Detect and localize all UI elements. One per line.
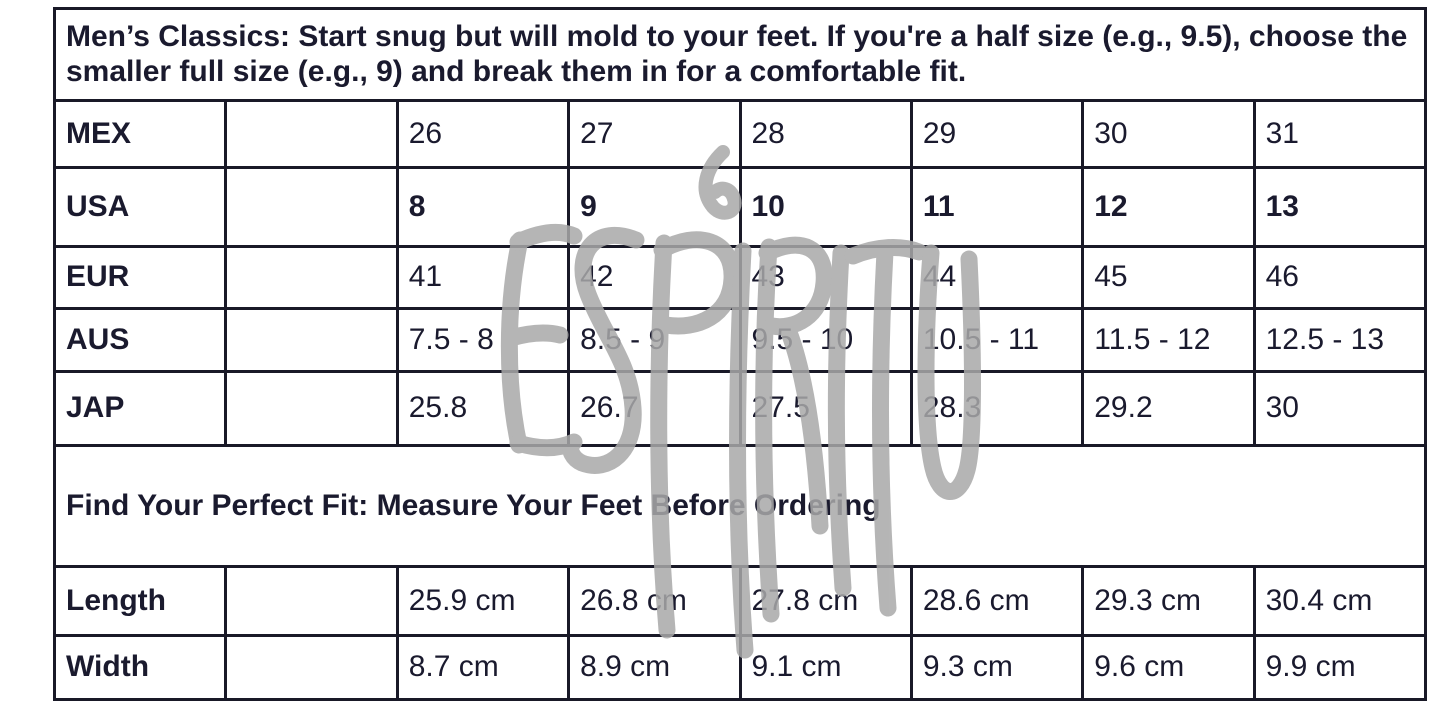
fit-section-title: Find Your Perfect Fit: Measure Your Feet Before Ordering <box>55 446 1426 567</box>
size-cell: 10 <box>740 168 911 247</box>
size-cell: 42 <box>569 247 740 309</box>
empty-cell <box>226 247 397 309</box>
size-cell: 27 <box>569 101 740 168</box>
size-cell: 11.5 - 12 <box>1083 309 1254 372</box>
header-note-line2: smaller full size (e.g., 9) and break them in for a comfortable fit. <box>66 54 967 88</box>
size-cell: 7.5 - 8 <box>397 309 568 372</box>
size-cell: 8.5 - 9 <box>569 309 740 372</box>
size-row-mex <box>55 101 1426 168</box>
measure-cell: 9.3 cm <box>911 636 1082 700</box>
empty-cell <box>226 567 397 636</box>
size-cell: 30 <box>1254 372 1425 446</box>
empty-cell <box>226 636 397 700</box>
size-cell: 29.2 <box>1083 372 1254 446</box>
fit-section-row <box>55 446 1426 567</box>
size-chart-table <box>53 7 1427 701</box>
measure-cell: 29.3 cm <box>1083 567 1254 636</box>
size-cell: 46 <box>1254 247 1425 309</box>
size-cell: 26 <box>397 101 568 168</box>
size-cell: 43 <box>740 247 911 309</box>
size-row-eur <box>55 247 1426 309</box>
row-label: AUS <box>55 309 226 372</box>
row-label: USA <box>55 168 226 247</box>
size-row-jap <box>55 372 1426 446</box>
size-cell: 29 <box>911 101 1082 168</box>
row-label: Length <box>55 567 226 636</box>
size-cell: 28 <box>740 101 911 168</box>
measure-cell: 25.9 cm <box>397 567 568 636</box>
row-label: MEX <box>55 101 226 168</box>
size-cell: 31 <box>1254 101 1425 168</box>
size-cell: 45 <box>1083 247 1254 309</box>
size-cell: 28.3 <box>911 372 1082 446</box>
measure-row-length <box>55 567 1426 636</box>
empty-cell <box>226 168 397 247</box>
header-note-line1: Men’s Classics: Start snug but will mold to your feet. If you're a half size (e.g., 9.5), choose the <box>66 20 1408 53</box>
size-cell: 41 <box>397 247 568 309</box>
measure-cell: 27.8 cm <box>740 567 911 636</box>
size-cell: 44 <box>911 247 1082 309</box>
size-cell: 12.5 - 13 <box>1254 309 1425 372</box>
size-cell: 8 <box>397 168 568 247</box>
size-cell: 27.5 <box>740 372 911 446</box>
size-cell: 30 <box>1083 101 1254 168</box>
measure-cell: 9.6 cm <box>1083 636 1254 700</box>
measure-cell: 30.4 cm <box>1254 567 1425 636</box>
size-cell: 11 <box>911 168 1082 247</box>
empty-cell <box>226 309 397 372</box>
size-row-usa <box>55 168 1426 247</box>
size-cell: 9 <box>569 168 740 247</box>
size-cell: 26.7 <box>569 372 740 446</box>
size-row-aus <box>55 309 1426 372</box>
measure-cell: 28.6 cm <box>911 567 1082 636</box>
header-note-row <box>55 9 1426 101</box>
measure-cell: 9.9 cm <box>1254 636 1425 700</box>
size-cell: 13 <box>1254 168 1425 247</box>
row-label: JAP <box>55 372 226 446</box>
measure-cell: 8.7 cm <box>397 636 568 700</box>
size-cell: 25.8 <box>397 372 568 446</box>
size-cell: 9.5 - 10 <box>740 309 911 372</box>
row-label: Width <box>55 636 226 700</box>
measure-cell: 9.1 cm <box>740 636 911 700</box>
measure-cell: 26.8 cm <box>569 567 740 636</box>
empty-cell <box>226 372 397 446</box>
size-cell: 12 <box>1083 168 1254 247</box>
measure-row-width <box>55 636 1426 700</box>
header-note <box>55 9 1426 101</box>
size-cell: 10.5 - 11 <box>911 309 1082 372</box>
empty-cell <box>226 101 397 168</box>
row-label: EUR <box>55 247 226 309</box>
measure-cell: 8.9 cm <box>569 636 740 700</box>
